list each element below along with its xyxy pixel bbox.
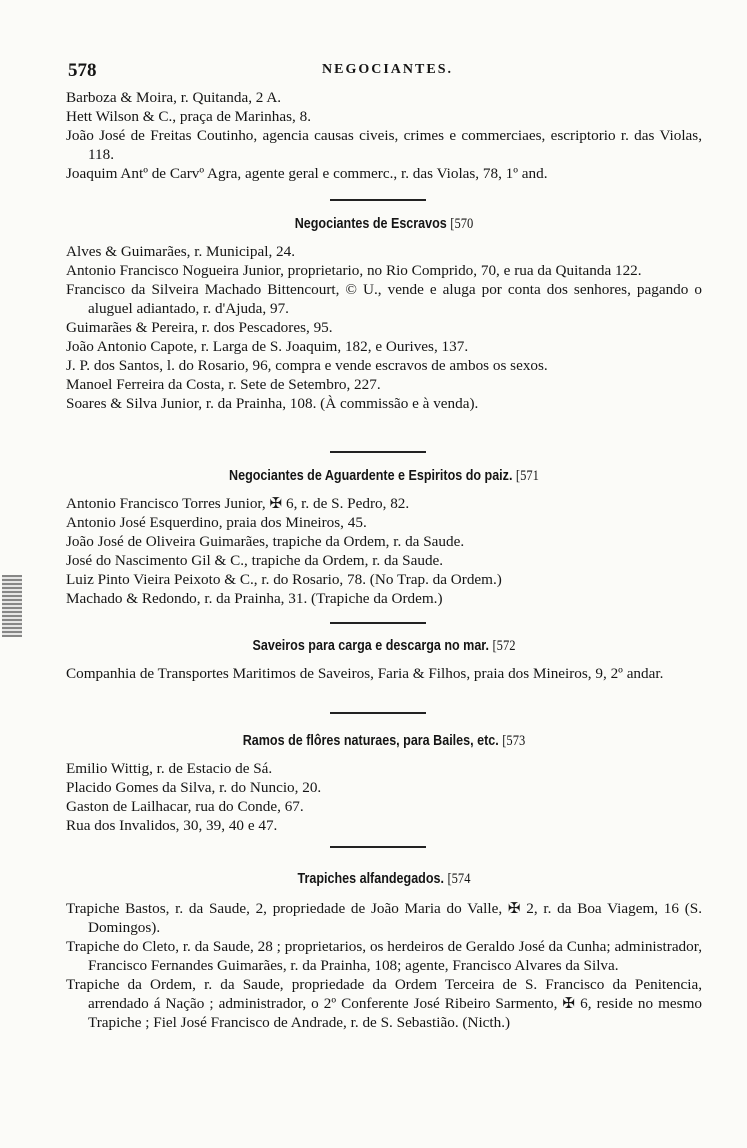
list-item: Joaquim Antº de Carvº Agra, agente geral e commerc., r. das Violas, 78, 1º and.: [66, 165, 548, 182]
section-title: [111, 466, 658, 486]
list-item: Trapiche do Cleto, r. da Saude, 28 ; proprietarios, os herdeiros de Geraldo José da Cunha; administrador, Francisco Fernandes Guimarães, r. da Prainha, 108; agente, Francisco Alvares da Silva.: [66, 938, 702, 974]
list-item: Luiz Pinto Vieira Peixoto & C., r. do Rosario, 78. (No Trap. da Ordem.): [66, 571, 502, 588]
list-item: Antonio José Esquerdino, praia dos Mineiros, 45.: [66, 514, 367, 531]
list-item: Gaston de Lailhacar, rua do Conde, 67.: [66, 798, 304, 815]
section-flowers: [66, 731, 702, 835]
intro-entries: [66, 88, 702, 183]
section-spirits-traders: [66, 466, 702, 608]
list-item: Antonio Francisco Nogueira Junior, proprietario, no Rio Comprido, 70, e rua da Quitanda 122.: [66, 262, 642, 279]
list-item: Guimarães & Pereira, r. dos Pescadores, 95.: [66, 319, 333, 336]
section-title: [111, 731, 658, 751]
section-heading: Negociantes de Escravos: [294, 216, 447, 232]
list-item: Companhia de Transportes Maritimos de Saveiros, Faria & Filhos, praia dos Mineiros, 9, 2º andar.: [66, 665, 664, 682]
list-item: Machado & Redondo, r. da Prainha, 31. (Trapiche da Ordem.): [66, 590, 443, 607]
binding-shadow: [2, 575, 22, 637]
section-divider: [330, 451, 426, 453]
page-header: [68, 60, 707, 84]
list-item: João José de Freitas Coutinho, agencia causas civeis, crimes e commerciaes, escriptorio r. das Violas, 118.: [66, 127, 702, 163]
section-heading: Trapiches alfandegados.: [297, 871, 444, 887]
section-number: [574: [447, 871, 471, 887]
section-title: [111, 869, 658, 889]
list-item: Trapiche da Ordem, r. da Saude, propriedade da Ordem Terceira de S. Francisco da Penitencia, arrendado á Nação ; administrador, o 2º Conferente José Ribeiro Sarmento, ✠ 6, reside no mesmo Trapiche ; Fiel José Francisco de Andrade, r. de S. Sebastião. (Nicth.): [66, 976, 702, 1031]
list-item: Francisco da Silveira Machado Bittencourt, © U., vende e aluga por conta dos senhores, pagando o aluguel adiantado, r. d'Ajuda, 97.: [66, 281, 702, 317]
list-item: João Antonio Capote, r. Larga de S. Joaquim, 182, e Ourives, 137.: [66, 338, 469, 355]
list-item: Manoel Ferreira da Costa, r. Sete de Setembro, 227.: [66, 376, 381, 393]
list-item: J. P. dos Santos, l. do Rosario, 96, compra e vende escravos de ambos os sexos.: [66, 357, 548, 374]
list-item: Emilio Wittig, r. de Estacio de Sá.: [66, 760, 273, 777]
running-title: NEGOCIANTES.: [322, 62, 453, 77]
list-item: Hett Wilson & C., praça de Marinhas, 8.: [66, 108, 312, 125]
section-divider: [330, 712, 426, 714]
section-divider: [330, 846, 426, 848]
section-title: [111, 636, 658, 656]
section-title: [111, 214, 658, 234]
list-item: José do Nascimento Gil & C., trapiche da Ordem, r. da Saude.: [66, 552, 444, 569]
section-number: [572: [492, 638, 516, 654]
list-item: Barboza & Moira, r. Quitanda, 2 A.: [66, 89, 282, 106]
section-number: [573: [502, 733, 526, 749]
list-item: Antonio Francisco Torres Junior, ✠ 6, r. de S. Pedro, 82.: [66, 495, 410, 512]
list-item: Rua dos Invalidos, 30, 39, 40 e 47.: [66, 817, 278, 834]
section-heading: Saveiros para carga e descarga no mar.: [252, 638, 490, 654]
section-divider: [330, 199, 426, 201]
section-heading: Negociantes de Aguardente e Espiritos do paiz.: [229, 468, 513, 484]
list-item: João José de Oliveira Guimarães, trapiche da Ordem, r. da Saude.: [66, 533, 465, 550]
list-item: Trapiche Bastos, r. da Saude, 2, propriedade de João Maria do Valle, ✠ 2, r. da Boa Viagem, 16 (S. Domingos).: [66, 900, 702, 936]
section-slave-traders: [66, 214, 702, 413]
list-item: Soares & Silva Junior, r. da Prainha, 108. (À commissão e à venda).: [66, 395, 479, 412]
page-number: 578: [68, 60, 97, 81]
list-item: Placido Gomes da Silva, r. do Nuncio, 20.: [66, 779, 322, 796]
section-saveiros: [66, 636, 702, 683]
section-heading: Ramos de flôres naturaes, para Bailes, etc.: [242, 733, 499, 749]
section-number: [571: [515, 468, 539, 484]
section-divider: [330, 622, 426, 624]
section-number: [570: [450, 216, 474, 232]
section-trapiches: [66, 869, 702, 1032]
list-item: Alves & Guimarães, r. Municipal, 24.: [66, 243, 296, 260]
